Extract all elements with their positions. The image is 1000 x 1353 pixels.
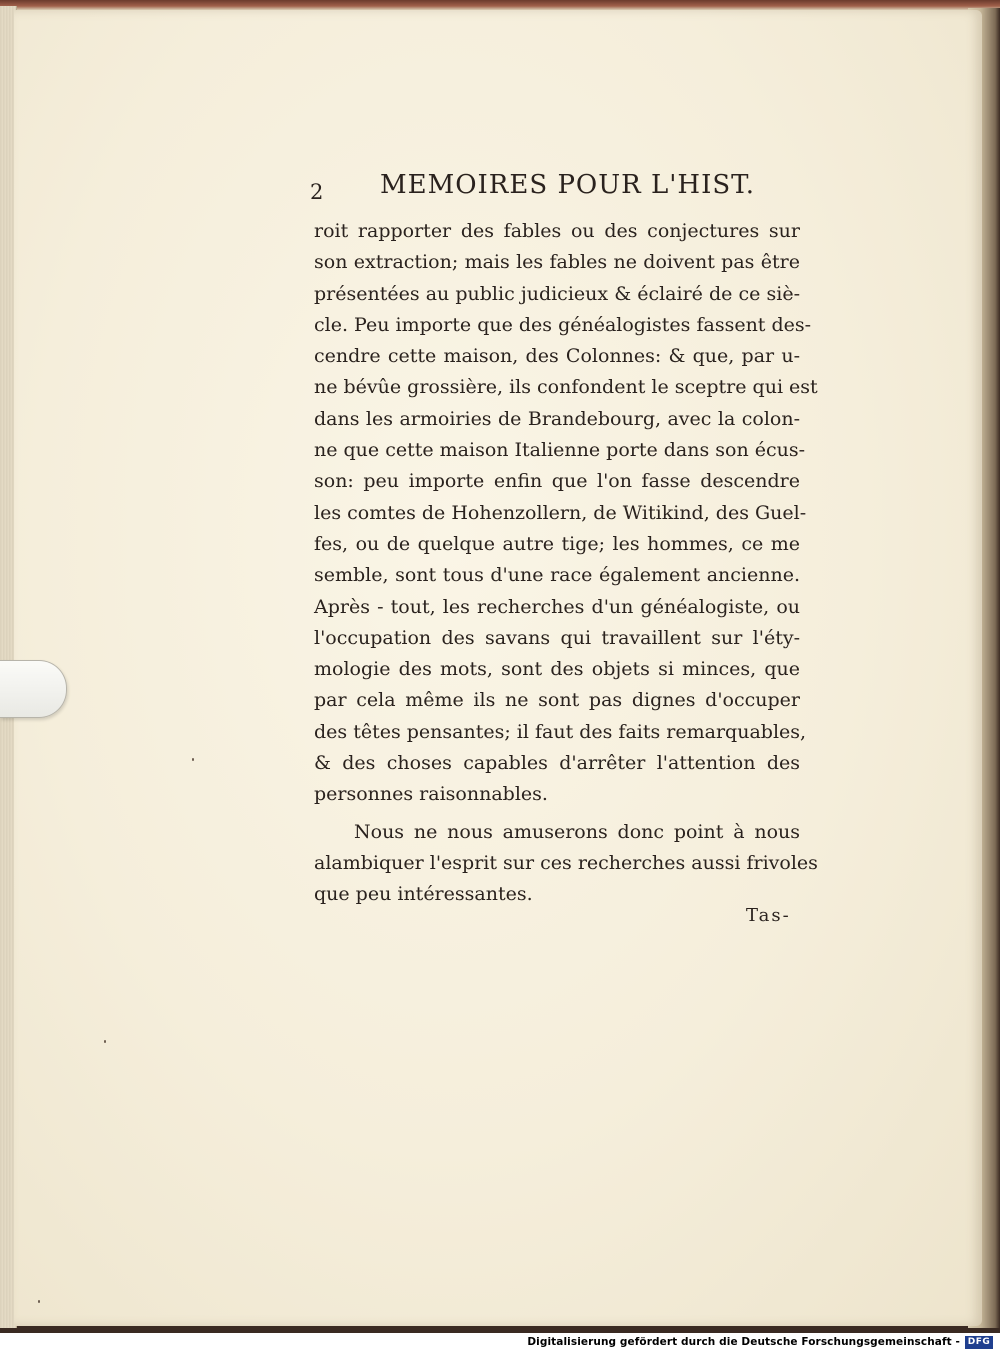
text-line: ne bévûe grossière, ils confondent le sceptre qui est — [314, 376, 818, 399]
text-line: roit rapporter des fables ou des conjectures sur — [314, 220, 800, 242]
text-line: dans les armoiries de Brandebourg, avec la colon- — [314, 407, 800, 430]
funding-credit: Digitalisierung gefördert durch die Deutsche Forschungsgemeinschaft - — [527, 1336, 960, 1348]
running-head: MEMOIRES POUR L'HIST. — [380, 170, 755, 200]
text-line: Nous ne nous amuserons donc point à nous — [354, 820, 800, 843]
paragraph-1 — [314, 216, 818, 811]
page-header — [310, 170, 810, 204]
text-line: fes, ou de quelque autre tige; les hommes, ce me — [314, 532, 800, 555]
paper-speck — [192, 758, 194, 761]
paper-speck — [104, 1040, 106, 1043]
text-line: semble, sont tous d'une race également ancienne. — [314, 564, 800, 587]
book-top-edge — [0, 0, 1000, 10]
text-line: les comtes de Hohenzollern, de Witikind, des Guel- — [314, 501, 807, 524]
text-line: ne que cette maison Italienne porte dans son écus- — [314, 439, 806, 462]
text-line: cle. Peu importe que des généalogistes fassent des- — [314, 313, 812, 336]
text-line: & des choses capables d'arrêter l'attention des — [314, 752, 800, 775]
text-line: son: peu importe enfin que l'on fasse descendre — [314, 470, 800, 493]
text-line: personnes raisonnables. — [314, 783, 548, 806]
paper-speck — [38, 1300, 40, 1303]
paragraph-2 — [314, 817, 818, 911]
text-line: son extraction; mais les fables ne doivent pas être — [314, 251, 800, 274]
dfg-logo-icon[interactable]: DFG — [965, 1336, 993, 1349]
digitization-footer — [0, 1333, 1000, 1353]
text-line: présentées au public judicieux & éclairé de ce siè- — [314, 282, 800, 305]
text-line: alambiquer l'esprit sur ces recherches aussi frivoles — [314, 851, 818, 874]
bookmark-tab — [0, 660, 67, 718]
text-line: Après - tout, les recherches d'un généalogiste, ou — [314, 595, 800, 618]
catchword: Tas- — [746, 905, 791, 926]
text-line: que peu intéressantes. — [314, 883, 533, 906]
page-number: 2 — [310, 180, 324, 204]
text-line: l'occupation des savans qui travaillent sur l'éty- — [314, 626, 800, 649]
text-line: cendre cette maison, des Colonnes: & que, par u- — [314, 345, 800, 368]
text-line: mologie des mots, sont des objets si minces, que — [314, 658, 800, 681]
body-text — [314, 216, 818, 911]
text-line: par cela même ils ne sont pas dignes d'occuper — [314, 689, 800, 712]
text-line: des têtes pensantes; il faut des faits remarquables, — [314, 720, 807, 743]
